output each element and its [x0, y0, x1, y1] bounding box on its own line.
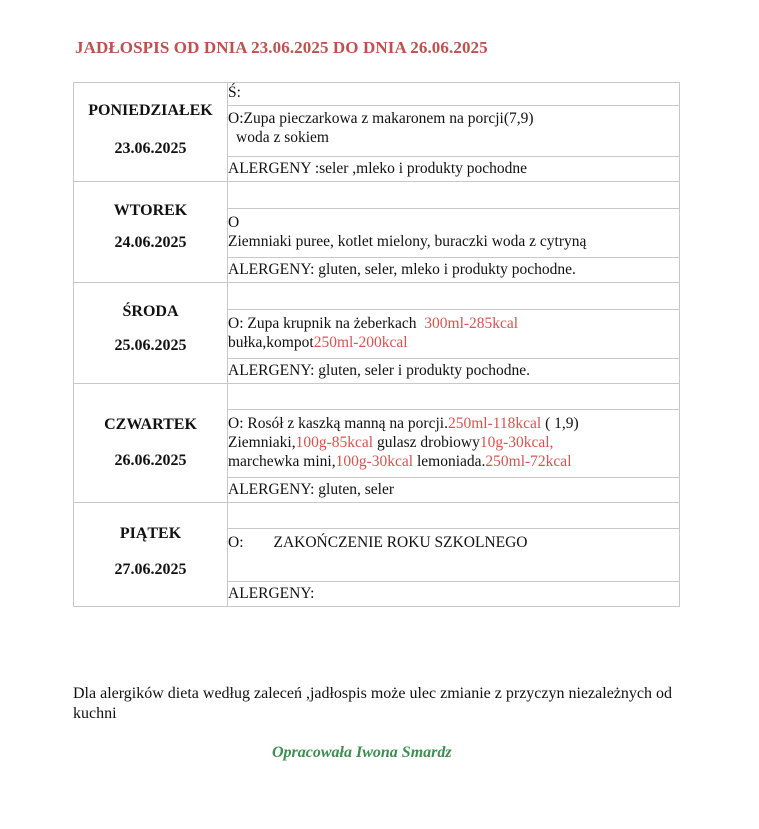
day-name: WTOREK: [113, 202, 188, 219]
lunch-dish: lemoniada.: [416, 453, 486, 470]
lunch-cell: [228, 529, 680, 582]
lunch-line: Ziemniaki puree, kotlet mielony, buraczki woda z cytryną: [228, 233, 587, 250]
breakfast-cell: [228, 503, 680, 529]
allergens-cell: ALERGENY: gluten, seler i produkty pochodne.: [228, 359, 680, 384]
allergen-codes: ( 1,9): [545, 415, 579, 432]
kcal-info: 100g-85kcal: [295, 434, 374, 451]
lunch-line: [228, 414, 679, 433]
lunch-dish: O: Rosół z kaszką manną na porcji.: [228, 415, 448, 432]
kcal-info: 250ml-118kcal: [447, 415, 542, 432]
lunch-cell: [228, 410, 680, 478]
lunch-cell: [228, 310, 680, 359]
kcal-info: 300ml-285kcal: [424, 315, 519, 332]
allergens-cell: ALERGENY:: [228, 582, 680, 607]
lunch-line: [228, 452, 679, 471]
lunch-prefix: O:: [228, 534, 244, 551]
day-date: 26.06.2025: [114, 452, 187, 469]
lunch-line: [228, 433, 679, 452]
day-cell-friday: [74, 503, 228, 607]
lunch-dish: Ziemniaki,: [228, 434, 296, 451]
table-row: [74, 384, 680, 410]
day-cell-monday: [74, 83, 228, 182]
allergy-note: Dla alergików dieta według zaleceń ,jadłospis może ulec zmianie z przyczyn niezależnych od kuchni: [73, 685, 672, 722]
day-name: ŚRODA: [122, 303, 179, 320]
allergens-cell: ALERGENY: gluten, seler: [228, 478, 680, 503]
day-date: 25.06.2025: [114, 337, 187, 354]
kcal-info: 100g-30kcal: [335, 453, 414, 470]
allergens-cell: ALERGENY: gluten, seler, mleko i produkty pochodne.: [228, 258, 680, 283]
lunch-line: O:Zupa pieczarkowa z makaronem na porcji(7,9): [228, 110, 534, 127]
day-date: 23.06.2025: [114, 140, 187, 157]
day-cell-thursday: [74, 384, 228, 503]
day-name: PONIEDZIAŁEK: [88, 102, 213, 119]
breakfast-cell: [228, 182, 680, 209]
table-row: [74, 283, 680, 310]
lunch-dish: ZAKOŃCZENIE ROKU SZKOLNEGO: [273, 534, 528, 551]
day-name: PIĄTEK: [119, 525, 182, 542]
day-cell-wednesday: [74, 283, 228, 384]
menu-title: JADŁOSPIS OD DNIA 23.06.2025 DO DNIA 26.06.2025: [75, 38, 488, 57]
lunch-dish: O: Zupa krupnik na żeberkach: [228, 315, 417, 332]
day-cell-tuesday: [74, 182, 228, 283]
breakfast-cell: Ś:: [228, 83, 680, 106]
lunch-line: woda z sokiem: [236, 129, 329, 146]
kcal-info: 10g-30kcal,: [479, 434, 554, 451]
allergens-cell: ALERGENY :seler ,mleko i produkty pochodne: [228, 157, 680, 182]
lunch-cell: [228, 209, 680, 258]
table-row: [74, 182, 680, 209]
day-date: 27.06.2025: [114, 561, 187, 578]
kcal-info: 250ml-72kcal: [485, 453, 572, 470]
table-row: [74, 83, 680, 106]
table-row: [74, 503, 680, 529]
breakfast-cell: [228, 384, 680, 410]
lunch-dish: marchewka mini,: [228, 453, 336, 470]
lunch-dish: gulasz drobiowy: [376, 434, 480, 451]
lunch-line: [228, 333, 679, 352]
day-name: CZWARTEK: [104, 416, 197, 433]
lunch-dish: bułka,kompot: [228, 334, 314, 351]
day-date: 24.06.2025: [114, 234, 187, 251]
breakfast-cell: [228, 283, 680, 310]
menu-table: [73, 82, 680, 607]
lunch-line: O: [228, 214, 240, 231]
kcal-info: 250ml-200kcal: [313, 334, 408, 351]
lunch-cell: [228, 106, 680, 157]
lunch-line: [228, 314, 679, 333]
author-signature: Opracowała Iwona Smardz: [272, 744, 452, 761]
